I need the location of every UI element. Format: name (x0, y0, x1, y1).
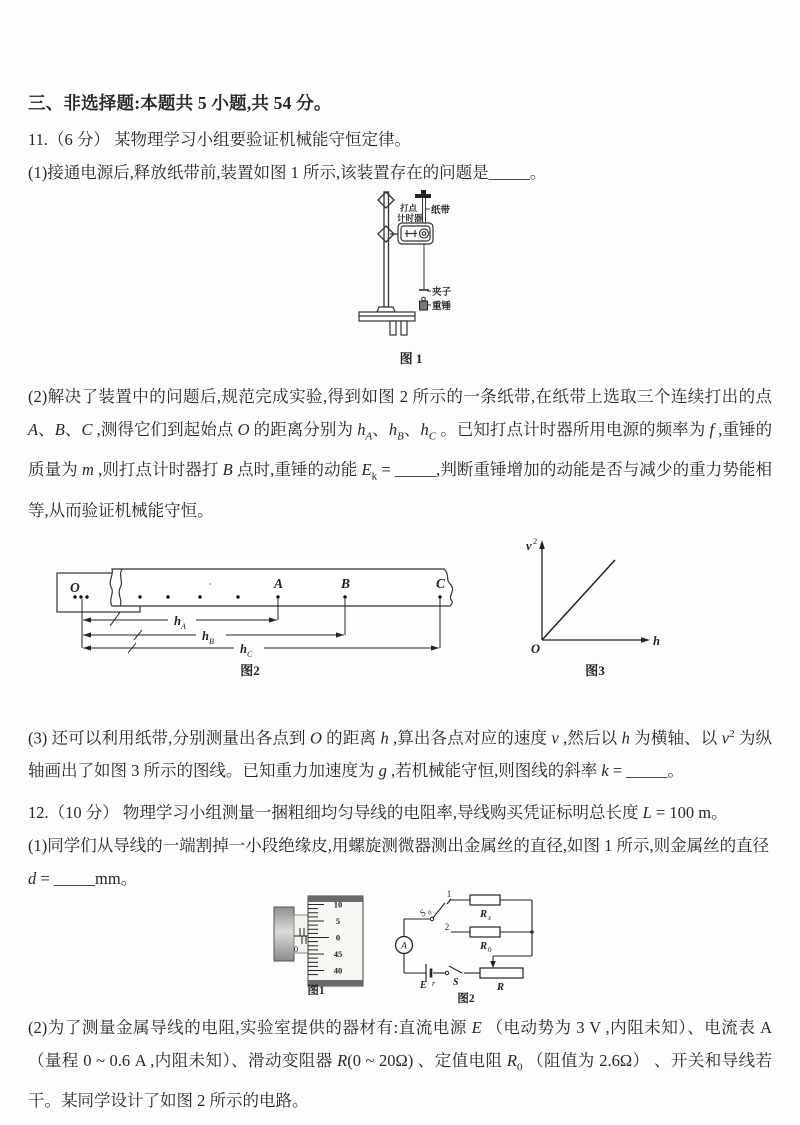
rx-sub: x (488, 914, 492, 923)
q12-figure1-micrometer (266, 889, 374, 995)
dim-hC-sub: C (247, 649, 253, 659)
x-axis-label: h (653, 633, 660, 648)
q12-figure2-caption: 图2 (457, 993, 475, 1006)
figure2-caption: 图2 (240, 662, 260, 678)
tape-outline (57, 569, 453, 612)
thimble-label-5: 5 (335, 916, 341, 927)
axis-arrowheads (539, 540, 650, 643)
graph-drawing (505, 527, 675, 682)
circuit-drawing (392, 889, 538, 1005)
contact-2-label: 2 (444, 922, 450, 933)
contact-1-label: 1 (446, 889, 452, 900)
rheostat-r-label: R (497, 982, 505, 994)
s0-base: S (418, 908, 429, 920)
thimble-label-45: 45 (333, 949, 343, 960)
tape-drawing (50, 554, 470, 682)
tape-point-C: C (436, 575, 446, 591)
figure1-caption: 图 1 (399, 351, 423, 366)
rx-base: R (480, 909, 488, 921)
thimble-label-10: 10 (333, 899, 343, 910)
dimension-arrowheads (83, 617, 439, 650)
figure3-caption: 图3 (585, 662, 605, 678)
y-axis-label-base: v (526, 538, 532, 553)
tape-point-A: A (274, 575, 284, 591)
thimble-label-0: 0 (335, 932, 341, 943)
sleeve-zero-label: 0 (293, 944, 299, 955)
graph-axes (542, 545, 645, 640)
thimble-label-40: 40 (333, 965, 343, 976)
hanging-weight (419, 244, 431, 310)
battery-e-label: E (420, 980, 427, 992)
q12-stem: 12.（10 分） 物理学习小组测量一捆粗细均匀导线的电阻率,导线购买凭证标明总长度 L = 100 m。 (28, 803, 728, 823)
dim-hB-sub: B (209, 636, 214, 646)
tape-point-O: O (70, 579, 80, 595)
q11-stem: 11.（6 分） 某物理学习小组要验证机械能守恒定律。 (28, 130, 412, 149)
graph-line (542, 560, 615, 640)
ammeter-label: A (401, 941, 407, 952)
dim-hA-base: h (174, 613, 181, 628)
q11-part3: (3) 还可以利用纸带,分别测量出各点到 O 的距离 h ,算出各点对应的速度 v ,然后以 h 为横轴、以 $v^2$ 为纵轴画出了如图 3 所示的图线。已知重力加速度为 g ,若机械能守恒,则图线的斜率 k = _____。 (28, 727, 773, 781)
battery-r-label: r (432, 979, 436, 989)
dim-hC-base: h (240, 641, 247, 656)
y-axis-label-sup: 2 (533, 535, 538, 546)
q12-figure2-circuit (392, 889, 538, 1005)
q12-part2: (2)为了测量金属导线的电阻,实验室提供的器材有:直流电源 E （电动势为 3 V ,内阻未知）、电流表 A （量程 0 ~ 0.6 A ,内阻未知）、滑动变阻器 R(0 ~ 20Ω) 、定值电阻 $R_0$ （阻值为 2.6Ω） 、开关和导线若干。某同学设计了如图 2 所示的电路。 (28, 1018, 773, 1111)
tape-label: 纸带 (431, 206, 451, 216)
q12-figure1-caption: 图1 (307, 985, 325, 996)
q12-figures-row (28, 889, 772, 1005)
circuit-components (396, 895, 534, 982)
q12-part1: (1)同学们从导线的一端割掉一小段绝缘皮,用螺旋测微器测出金属丝的直径,如图 1 所示,则金属丝的直径 d = _____mm。 (28, 836, 770, 889)
apparatus-drawing (346, 190, 536, 368)
timer-box (398, 223, 433, 244)
dimension-lines (82, 599, 440, 653)
switch-s-label: S (453, 977, 459, 989)
timer-label-line2: 计时器 (397, 213, 423, 223)
micrometer-drawing (266, 889, 374, 995)
section-header: 三、非选择题:本题共 5 小题,共 54 分。 (28, 93, 332, 113)
dim-hA-sub: A (181, 621, 186, 631)
q11-figures-row (28, 527, 772, 682)
r0-base: R (480, 941, 488, 953)
q11-part2: (2)解决了装置中的问题后,规范完成实验,得到如图 2 所示的一条纸带,在纸带上选取三个连续打出的点 A、B、C ,测得它们到起始点 O 的距离分别为 $h_A$、$h_B$、$h_C$ 。已知打点计时器所用电源的频率为 f ,重锤的质量为 m ,则打点计时器打 B 点时,重锤的动能 $E_k$ = _____,判断重锤增加的动能是否与减少的重力势能相等,从而验证机械能守恒。 (28, 387, 773, 520)
q11-figure3-graph (505, 527, 675, 682)
clamp-label: 夹子 (432, 288, 452, 298)
q11-part1: (1)接通电源后,释放纸带前,装置如图 1 所示,该装置存在的问题是_____。 (28, 163, 547, 182)
tape-point-B: B (341, 575, 351, 591)
q11-figure2-tape (50, 527, 470, 682)
s0-sub: 0 (426, 909, 434, 917)
r0-sub: 0 (488, 946, 492, 955)
timer-label-line1: 打点 (400, 203, 418, 213)
micrometer-frame (274, 907, 308, 961)
stand-rod (378, 192, 398, 307)
origin-label: O (531, 641, 541, 656)
q11-figure1-apparatus (346, 190, 536, 368)
weight-label: 重锤 (432, 302, 452, 312)
table (359, 307, 415, 335)
dim-hB-base: h (202, 628, 209, 643)
